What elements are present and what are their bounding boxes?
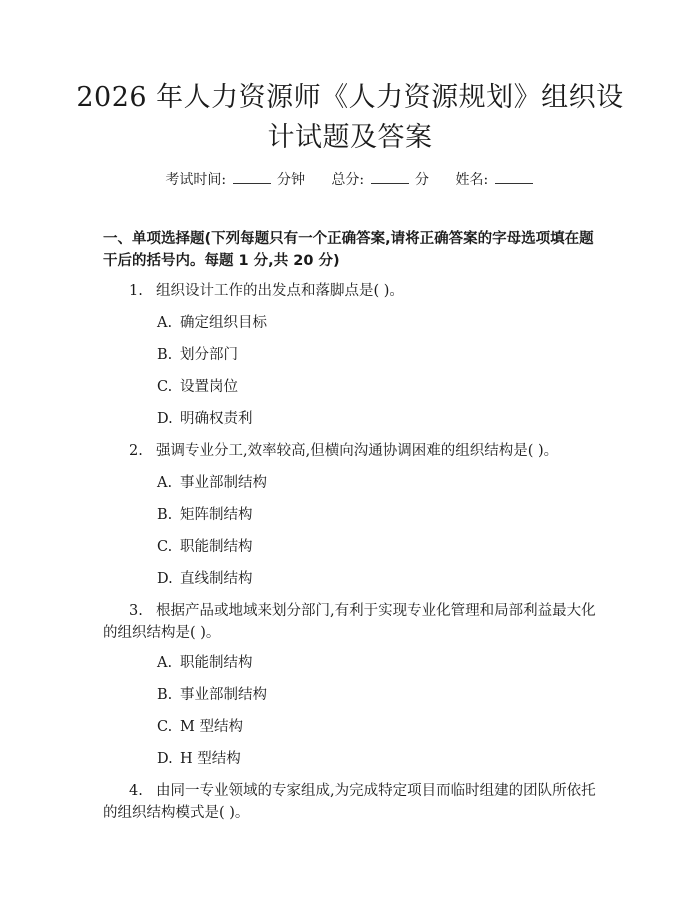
question-1-option-c	[157, 376, 238, 398]
total-score-blank	[371, 171, 409, 184]
option-letter: C.	[157, 379, 173, 395]
exam-time-label: 考试时间:	[165, 172, 227, 188]
name-blank	[495, 171, 533, 184]
question-1	[103, 280, 603, 302]
option-letter: A.	[157, 655, 173, 671]
question-3-option-b	[157, 684, 267, 706]
option-letter: D.	[157, 751, 173, 767]
question-text: 由同一专业领域的专家组成,为完成特定项目而临时组建的团队所依托的组织结构模式是( )。	[103, 783, 596, 821]
total-score-unit: 分	[415, 172, 430, 188]
question-3-option-c	[157, 716, 243, 738]
question-2-option-a	[157, 472, 267, 494]
section-heading: 一、单项选择题(下列每题只有一个正确答案,请将正确答案的字母选项填在题干后的括号内。每题 1 分,共 20 分)	[103, 231, 594, 269]
option-text: 直线制结构	[180, 571, 253, 587]
option-letter: A.	[157, 475, 173, 491]
total-score-label: 总分:	[331, 172, 365, 188]
option-text: 明确权责利	[180, 411, 253, 427]
option-letter: C.	[157, 539, 173, 555]
question-2-option-d	[157, 568, 253, 590]
option-letter: B.	[157, 507, 173, 523]
question-number: 3.	[129, 603, 143, 619]
option-letter: D.	[157, 571, 173, 587]
question-2-option-c	[157, 536, 253, 558]
question-2-option-b	[157, 504, 253, 526]
question-1-option-b	[157, 344, 238, 366]
option-text: 事业部制结构	[180, 475, 267, 491]
option-letter: C.	[157, 719, 173, 735]
question-text: 组织设计工作的出发点和落脚点是( )。	[156, 283, 404, 299]
total-score-field	[331, 169, 429, 189]
question-1-option-a	[157, 312, 267, 334]
question-3-option-d	[157, 748, 241, 770]
question-number: 4.	[129, 783, 143, 799]
exam-info-row	[0, 169, 700, 189]
page-title-line-2: 计试题及答案	[267, 122, 433, 153]
question-3-option-a	[157, 652, 253, 674]
option-letter: B.	[157, 687, 173, 703]
question-number: 2.	[129, 443, 143, 459]
exam-time-blank	[233, 171, 271, 184]
exam-time-field	[165, 169, 305, 189]
question-text: 根据产品或地域来划分部门,有利于实现专业化管理和局部利益最大化的组织结构是( )。	[103, 603, 596, 641]
option-text: 确定组织目标	[180, 315, 267, 331]
option-text: 划分部门	[180, 347, 238, 363]
name-label: 姓名:	[455, 172, 489, 188]
question-number: 1.	[129, 283, 143, 299]
option-text: 事业部制结构	[180, 687, 267, 703]
question-text: 强调专业分工,效率较高,但横向沟通协调困难的组织结构是( )。	[156, 443, 559, 459]
option-text: 职能制结构	[180, 539, 253, 555]
option-text: M 型结构	[180, 719, 243, 735]
page-title-line-1: 2026 年人力资源师《人力资源规划》组织设	[76, 82, 624, 113]
question-2	[103, 440, 603, 462]
option-letter: D.	[157, 411, 173, 427]
question-1-option-d	[157, 408, 253, 430]
option-text: H 型结构	[180, 751, 241, 767]
option-letter: A.	[157, 315, 173, 331]
option-text: 设置岗位	[180, 379, 238, 395]
option-letter: B.	[157, 347, 173, 363]
option-text: 职能制结构	[180, 655, 253, 671]
question-3	[103, 600, 603, 644]
question-4	[103, 780, 603, 824]
exam-time-unit: 分钟	[276, 172, 305, 188]
option-text: 矩阵制结构	[180, 507, 253, 523]
name-field	[455, 169, 534, 189]
